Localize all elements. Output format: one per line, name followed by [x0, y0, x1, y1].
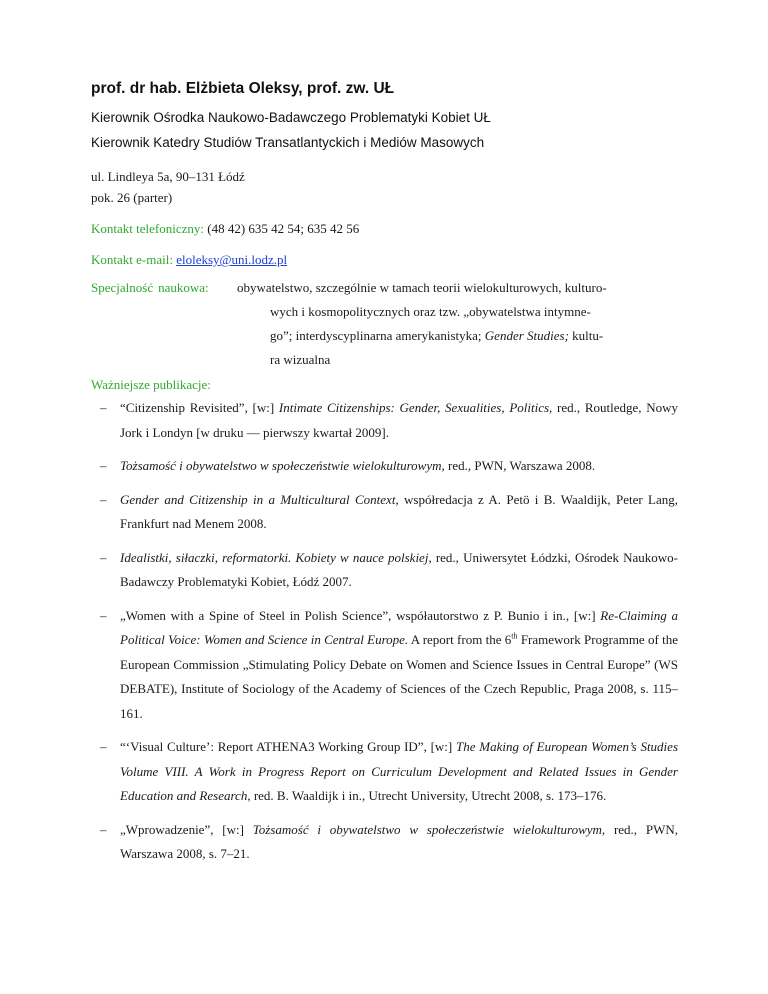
dash-bullet: – — [100, 491, 107, 507]
email-line — [91, 249, 678, 270]
publication-item: – „Wprowadzenie”, [w:] Tożsamość i obywatelstwo w społeczeństwie wielokulturowym, red., PWN, Warszawa 2008, s. 7–21. — [91, 818, 678, 867]
publication-item: – “‘Visual Culture’: Report ATHENA3 Working Group ID”, [w:] The Making of European Women’s Studies Volume VIII. A Work in Progress Report on Curriculum Development and Related Issues in Gender Education and Research, red. B. Waaldijk i in., Utrecht University, Utrecht 2008, s. 173–176. — [91, 735, 678, 809]
specialty-label: Specjalność naukowa: — [91, 280, 209, 295]
dash-bullet: – — [100, 458, 107, 473]
publication-item: – “Citizenship Revisited”, [w:] Intimate Citizenships: Gender, Sexualities, Politics, red., Routledge, Nowy Jork i Londyn [w druku — pierwszy kwartał 2009]. — [91, 396, 678, 445]
publication-item: – Tożsamość i obywatelstwo w społeczeństwie wielokulturowym, red., PWN, Warszawa 2008. — [91, 454, 678, 479]
specialty-section — [91, 276, 678, 372]
dash-bullet: – — [100, 821, 107, 837]
email-label: Kontakt e-mail: — [91, 252, 173, 267]
phone-value: (48 42) 635 42 54; 635 42 56 — [204, 221, 360, 236]
person-name: prof. dr hab. Elżbieta Oleksy, prof. zw. UŁ — [91, 80, 395, 97]
publication-item: – Idealistki, siłaczki, reformatorki. Kobiety w nauce polskiej, red., Uniwersytet Łódzki, Ośrodek Naukowo-Badawczy Problematyki Kobiet, Łódź 2007. — [91, 546, 678, 595]
role-transatlantic-department: Kierownik Katedry Studiów Transatlantyckich i Mediów Masowych — [91, 135, 485, 150]
document-page — [91, 80, 678, 876]
address-room: pok. 26 (parter) — [91, 190, 173, 205]
publications-label: Ważniejsze publikacje: — [91, 377, 211, 392]
dash-bullet: – — [100, 400, 107, 415]
phone-label: Kontakt telefoniczny: — [91, 221, 204, 236]
specialty-text: obywatelstwo, szczególnie w tamach teorii wielokulturowych, kulturo- wych i kosmopolitycznych oraz tzw. „obywatelstwa intymne- go”; interdyscyplinarna amerykanistyka; Gender Studies; kultu- ra wizualna — [237, 280, 607, 367]
publication-item: – Gender and Citizenship in a Multicultural Context, współredacja z A. Petö i B. Waaldijk, Peter Lang, Frankfurt nad Menem 2008. — [91, 488, 678, 537]
publication-item: – „Women with a Spine of Steel in Polish Science”, współautorstwo z P. Bunio i in., [w:] Re-Claiming a Political Voice: Women and Science in Central Europe. A report from the 6th Framework Programme of the European Commission „Stimulating Policy Debate on Women and Science Issues in Central Europe” (WS DEBATE), Institute of Sociology of the Academy of Sciences of the Czech Republic, Praga 2008, s. 115–161. — [91, 604, 678, 727]
email-link[interactable]: eloleksy@uni.lodz.pl — [176, 252, 288, 267]
dash-bullet: – — [100, 739, 107, 754]
role-women-research-center: Kierownik Ośrodka Naukowo-Badawczego Problematyki Kobiet UŁ — [91, 110, 491, 125]
dash-bullet: – — [100, 607, 107, 623]
publications-list — [91, 396, 678, 867]
dash-bullet: – — [100, 549, 107, 565]
address-street: ul. Lindleya 5a, 90–131 Łódź — [91, 169, 245, 184]
phone-line — [91, 218, 678, 239]
